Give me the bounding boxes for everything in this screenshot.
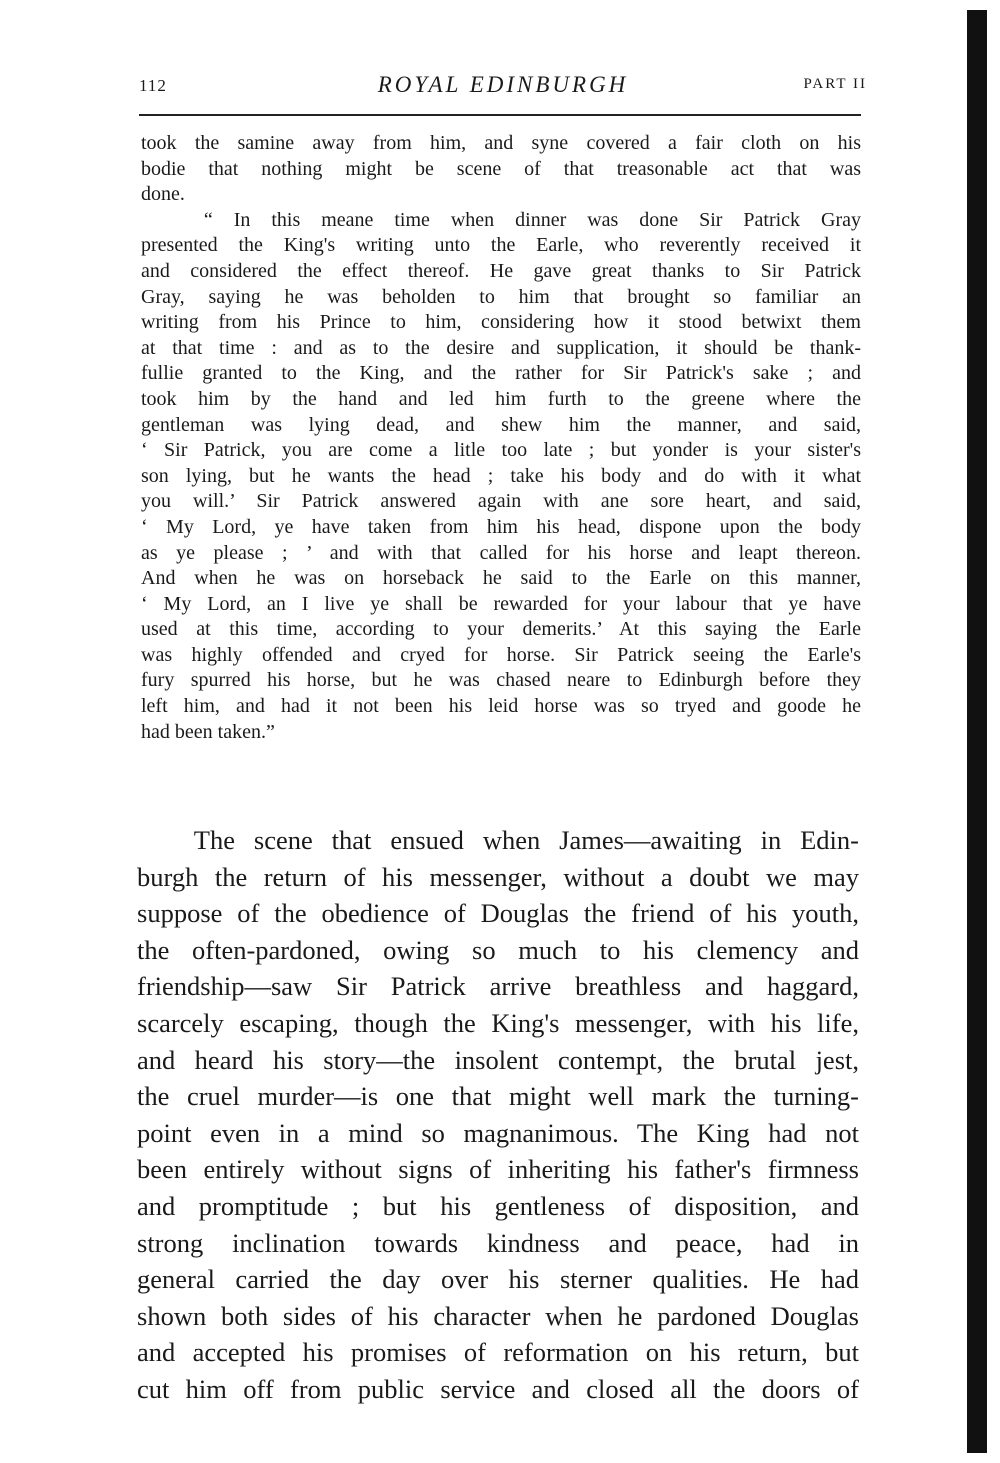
body-line: friendship—saw Sir Patrick arrive breathless and haggard, — [137, 971, 859, 1002]
quote-line: ‘ Sir Patrick, you are come a litle too late ; but yonder is your sister's — [141, 439, 861, 462]
body-line: The scene that ensued when James—awaiting in Edin- — [137, 825, 859, 855]
body-line: and accepted his promises of reformation on his return, but — [137, 1337, 859, 1368]
quote-line: fullie granted to the King, and the rather for Sir Patrick's sake ; and — [141, 362, 861, 385]
body-line: the cruel murder—is one that might well mark the turning- — [137, 1081, 859, 1112]
body-line: and heard his story—the insolent contempt, the brutal jest, — [137, 1044, 859, 1075]
running-header — [139, 72, 867, 106]
quote-line: gentleman was lying dead, and shew him the manner, and said, — [141, 413, 861, 436]
quote-line: presented the King's writing unto the Earle, who reverently received it — [141, 234, 861, 257]
body-line: general carried the day over his sterner qualities. He had — [137, 1264, 859, 1295]
quote-line: had been taken.” — [141, 720, 275, 743]
quote-line: fury spurred his horse, but he was chased neare to Edinburgh before they — [141, 669, 861, 692]
body-line: scarcely escaping, though the King's messenger, with his life, — [137, 1007, 859, 1038]
page-number: 112 — [139, 76, 167, 95]
quote-line: ‘ My Lord, ye have taken from him his head, dispone upon the body — [141, 515, 861, 538]
body-line: shown both sides of his character when he pardoned Douglas — [137, 1300, 859, 1331]
body-line: suppose of the obedience of Douglas the friend of his youth, — [137, 898, 859, 929]
quote-line: Gray, saying he was beholden to him that brought so familiar an — [141, 285, 861, 308]
quote-line: writing from his Prince to him, considering how it stood betwixt them — [141, 311, 861, 334]
quote-line: as ye please ; ’ and with that called for his horse and leapt thereon. — [141, 541, 861, 564]
quote-line: “ In this meane time when dinner was done Sir Patrick Gray — [141, 208, 861, 231]
running-title: ROYAL EDINBURGH — [377, 72, 629, 97]
body-line: the often-pardoned, owing so much to his clemency and — [137, 934, 859, 965]
quote-line: left him, and had it not been his leid horse was so tryed and goode he — [141, 695, 861, 718]
quote-line: done. — [141, 183, 185, 206]
quoted-extract — [141, 131, 861, 745]
quote-line: was highly offended and cryed for horse. Sir Patrick seeing the Earle's — [141, 643, 861, 666]
part-label: PART II — [803, 76, 867, 92]
quote-line: took him by the hand and led him furth to the greene where the — [141, 387, 861, 410]
quote-line: you will.’ Sir Patrick answered again with ane sore heart, and said, — [141, 490, 861, 513]
quote-line: bodie that nothing might be scene of that treasonable act that was — [141, 157, 861, 180]
body-line: burgh the return of his messenger, without a doubt we may — [137, 861, 859, 892]
body-line: point even in a mind so magnanimous. The King had not — [137, 1117, 859, 1148]
book-spine-shadow — [967, 10, 987, 1453]
quote-line: ‘ My Lord, an I live ye shall be rewarded for your labour that ye have — [141, 592, 861, 615]
body-line: strong inclination towards kindness and peace, had in — [137, 1227, 859, 1258]
body-line: been entirely without signs of inheriting his father's firmness — [137, 1154, 859, 1185]
quote-line: and considered the effect thereof. He gave great thanks to Sir Patrick — [141, 259, 861, 282]
main-text — [137, 822, 859, 1408]
quote-line: at that time : and as to the desire and supplication, it should be thank- — [141, 336, 861, 359]
header-rule — [139, 114, 861, 116]
quote-line: son lying, but he wants the head ; take his body and do with it what — [141, 464, 861, 487]
body-line: and promptitude ; but his gentleness of disposition, and — [137, 1190, 859, 1221]
body-line: cut him off from public service and closed all the doors of — [137, 1373, 859, 1404]
quote-line: And when he was on horseback he said to the Earle on this manner, — [141, 567, 861, 590]
quote-line: took the samine away from him, and syne covered a fair cloth on his — [141, 132, 861, 154]
quote-line: used at this time, according to your demerits.’ At this saying the Earle — [141, 618, 861, 641]
